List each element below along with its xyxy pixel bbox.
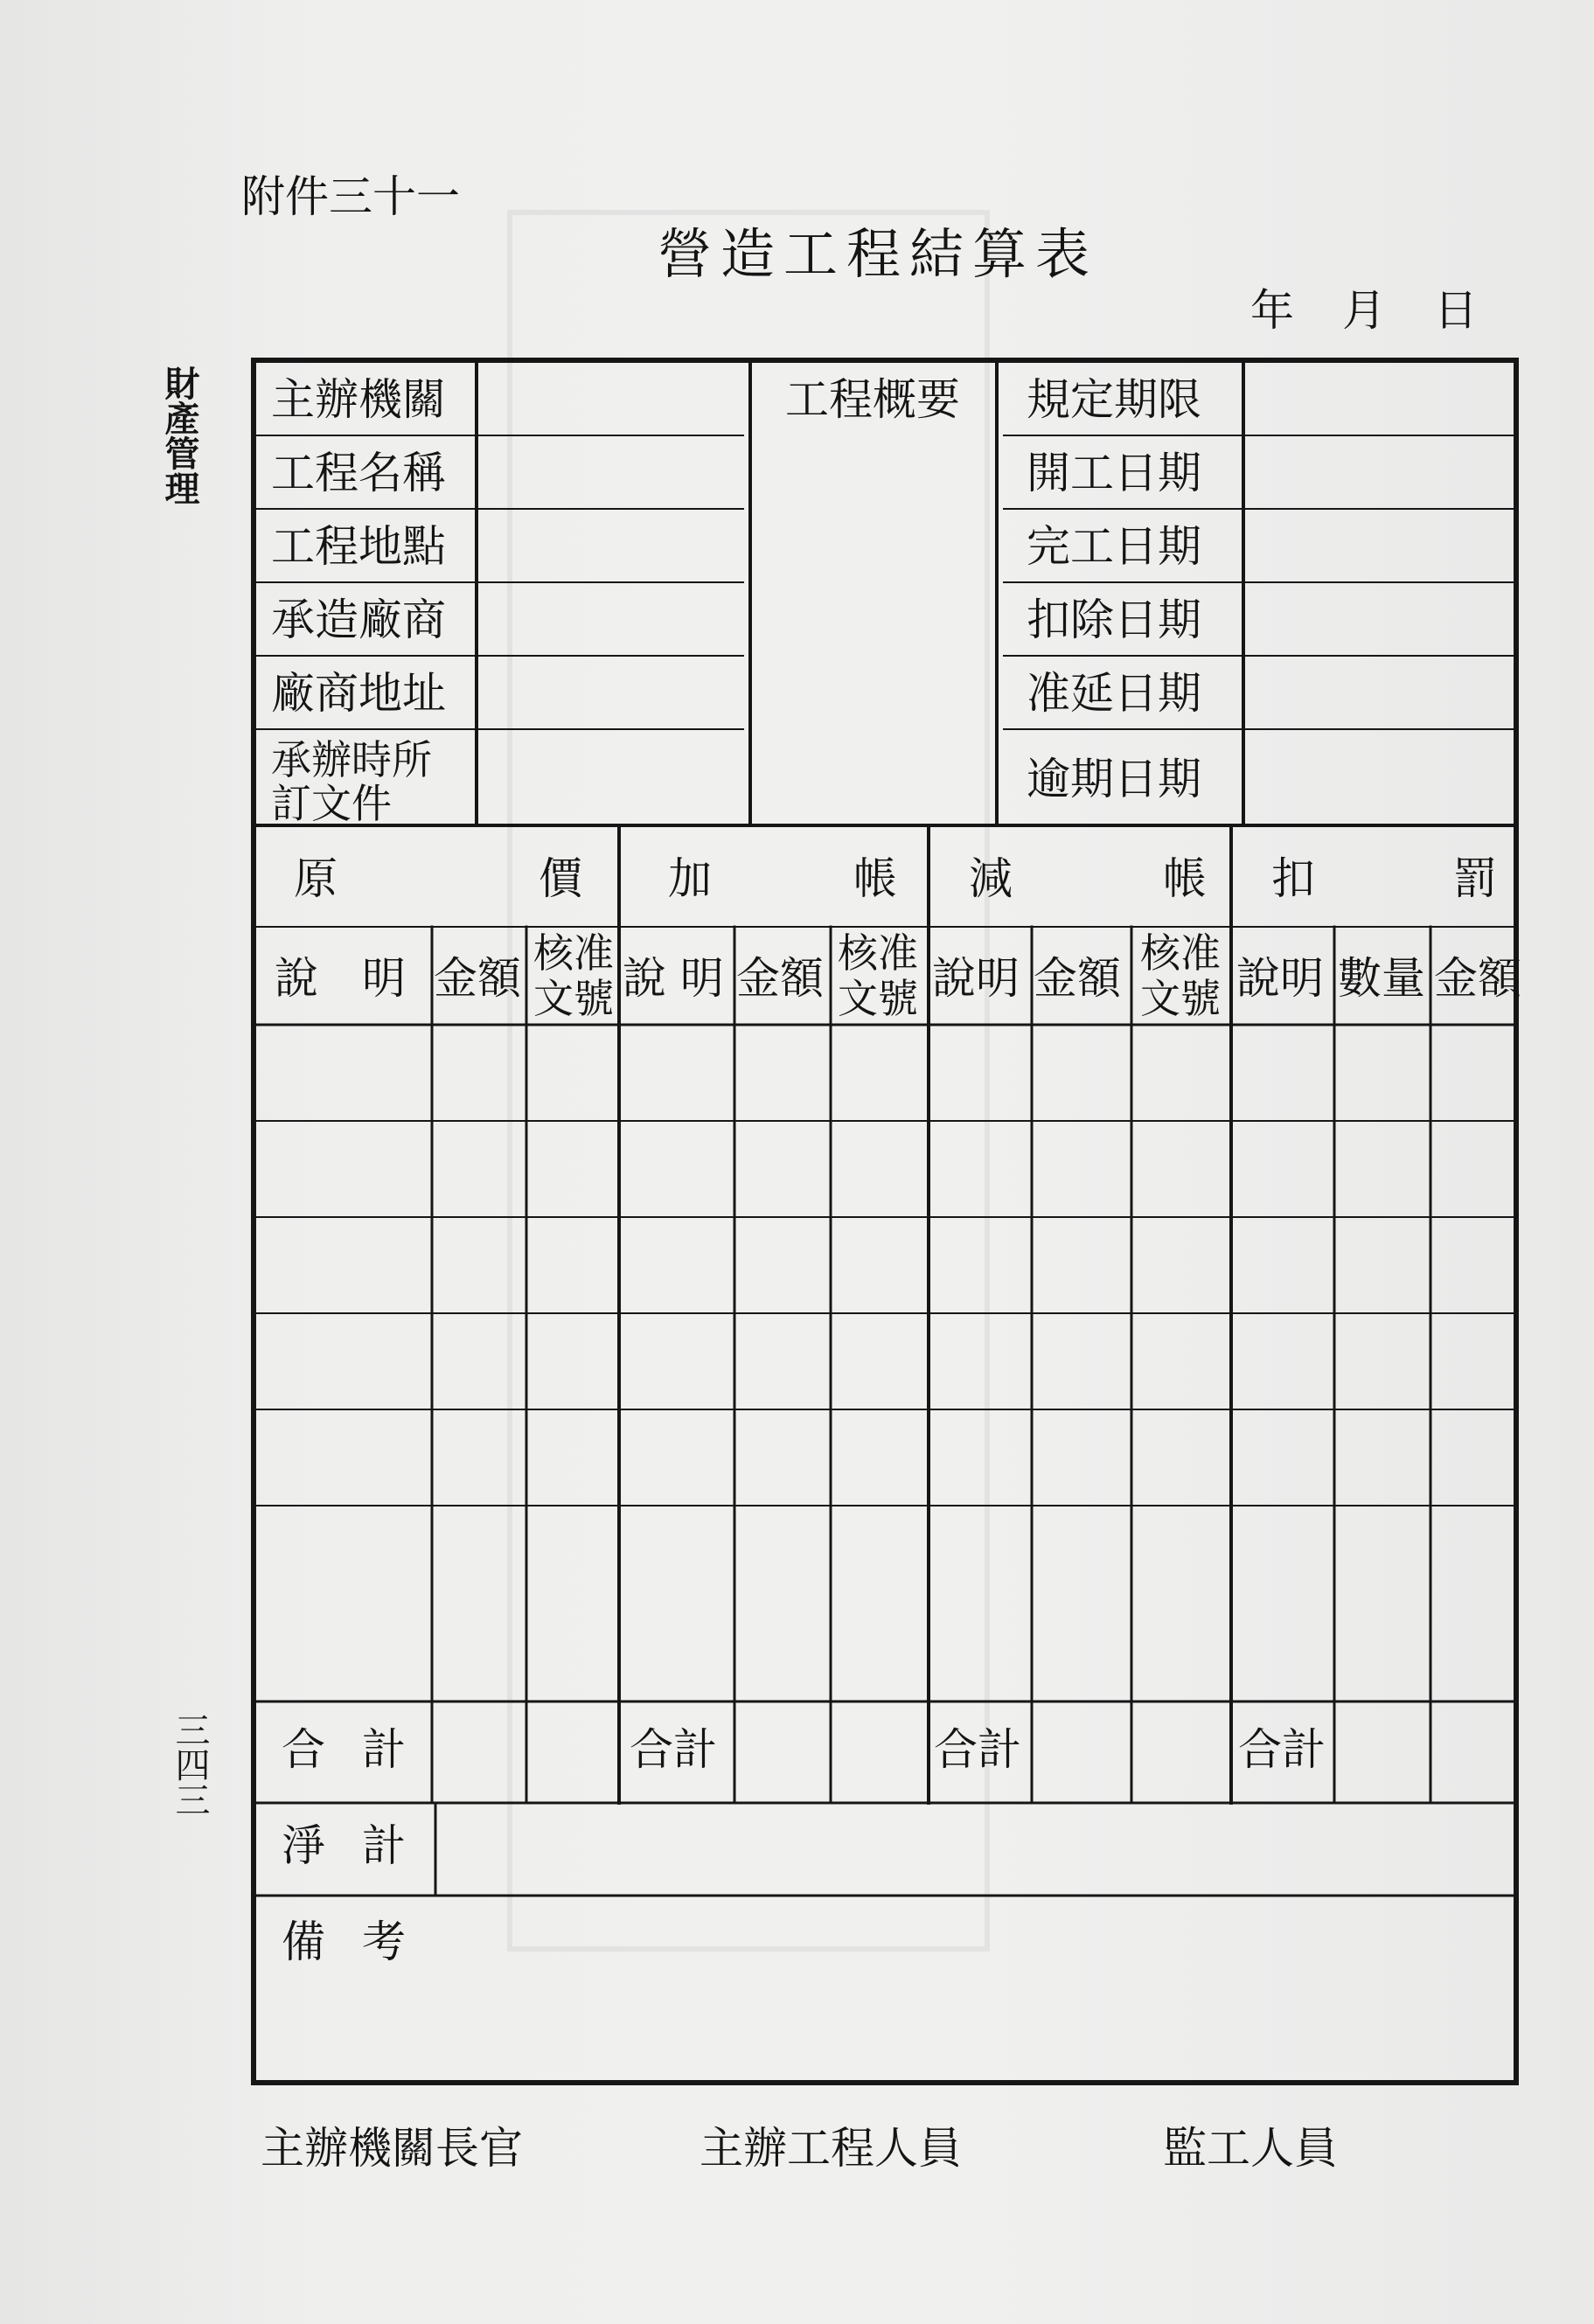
total-orig	[282, 1724, 406, 1775]
group-deductions-right: 帳	[1163, 853, 1207, 904]
label-contract-documents: 承辦時所訂文件	[271, 736, 432, 827]
total-add: 合計	[630, 1724, 717, 1775]
col-add-amount: 金額	[736, 953, 824, 1004]
label-organizer: 主辦機關	[271, 374, 446, 425]
label-deadline: 規定期限	[1027, 374, 1201, 425]
col-orig-approval-no: 核准文號	[533, 929, 614, 1022]
margin-side-label: 財產管理	[159, 365, 199, 505]
group-additions	[668, 853, 897, 904]
label-overdue-date: 逾期日期	[1027, 754, 1201, 804]
col-sub-description: 說明	[932, 953, 1020, 1004]
net-total-label	[282, 1820, 406, 1871]
attachment-label: 附件三十一	[241, 171, 460, 222]
label-project-summary: 工程概要	[785, 374, 960, 425]
col-add-approval-no: 核准文號	[838, 929, 918, 1022]
col-orig-amount: 金額	[434, 953, 521, 1004]
net-total-2: 計	[362, 1820, 406, 1871]
col-pen-amount: 金額	[1434, 953, 1521, 1004]
form-title: 營造工程結算表	[658, 222, 1099, 286]
col-pen-description: 說明	[1236, 953, 1324, 1004]
group-deductions	[969, 853, 1207, 904]
date-day-label: 日	[1434, 285, 1478, 336]
group-penalties-left: 扣	[1271, 853, 1315, 904]
remarks-2: 考	[362, 1917, 406, 1967]
col-orig-description	[275, 953, 406, 1004]
total-orig-2: 計	[362, 1724, 406, 1775]
total-orig-1: 合	[282, 1724, 325, 1775]
group-penalties	[1271, 853, 1497, 904]
label-project-name: 工程名稱	[271, 448, 446, 498]
col-orig-description-2: 明	[362, 953, 406, 1004]
date-month-label: 月	[1342, 285, 1386, 336]
group-penalties-right: 罰	[1453, 853, 1497, 904]
remarks-label	[282, 1917, 406, 1967]
group-additions-right: 帳	[853, 853, 897, 904]
remarks-1: 備	[282, 1917, 325, 1967]
signature-supervisor: 監工人員	[1163, 2123, 1338, 2174]
group-original-right: 價	[539, 853, 582, 904]
total-sub: 合計	[934, 1724, 1021, 1775]
group-original-price	[294, 853, 582, 904]
label-contractor: 承造廠商	[271, 595, 446, 645]
net-total-1: 淨	[282, 1820, 325, 1871]
group-additions-left: 加	[668, 853, 712, 904]
col-sub-amount: 金額	[1034, 953, 1121, 1004]
margin-page-number: 三四三	[170, 1712, 210, 1817]
col-sub-approval-no: 核准文號	[1140, 929, 1221, 1022]
label-completion-date: 完工日期	[1027, 521, 1201, 572]
total-pen: 合計	[1238, 1724, 1326, 1775]
date-year-label: 年	[1250, 285, 1294, 336]
signature-chief: 主辦機關長官	[261, 2123, 523, 2174]
label-project-location: 工程地點	[271, 521, 446, 572]
group-deductions-left: 減	[969, 853, 1013, 904]
group-original-left: 原	[294, 853, 338, 904]
label-deduction-date: 扣除日期	[1027, 595, 1201, 645]
label-extension-date: 准延日期	[1027, 668, 1201, 719]
signature-engineer: 主辦工程人員	[700, 2123, 962, 2174]
col-add-description: 說 明	[623, 953, 724, 1004]
col-orig-description-1: 說	[275, 953, 318, 1004]
label-contractor-address: 廠商地址	[271, 668, 446, 719]
col-pen-quantity: 數量	[1338, 953, 1425, 1004]
label-start-date: 開工日期	[1027, 448, 1201, 498]
